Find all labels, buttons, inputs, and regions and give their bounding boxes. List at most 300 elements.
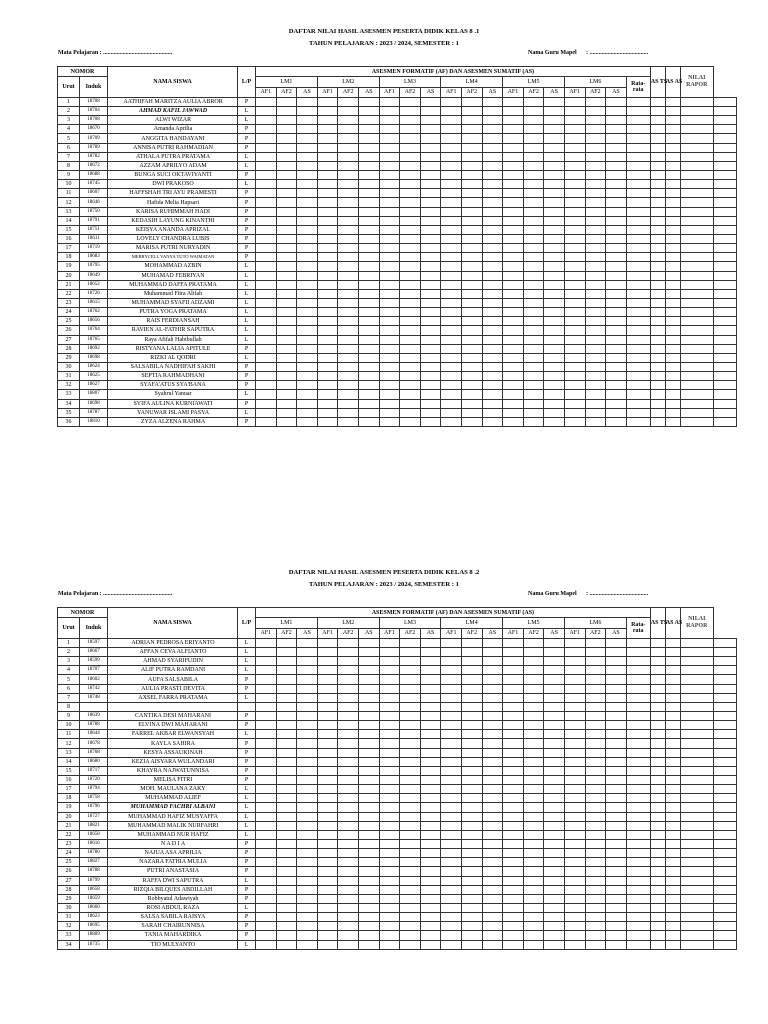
- score-cell[interactable]: [544, 684, 565, 693]
- score-cell[interactable]: [650, 116, 665, 125]
- score-cell[interactable]: [713, 903, 736, 912]
- score-cell[interactable]: [256, 235, 277, 244]
- score-cell[interactable]: [564, 648, 585, 657]
- score-cell[interactable]: [626, 849, 650, 858]
- score-cell[interactable]: [680, 125, 713, 134]
- score-cell[interactable]: [400, 940, 421, 949]
- score-cell[interactable]: [461, 830, 482, 839]
- score-cell[interactable]: [256, 225, 277, 234]
- score-cell[interactable]: [441, 903, 462, 912]
- score-cell[interactable]: [441, 794, 462, 803]
- score-cell[interactable]: [606, 849, 627, 858]
- score-cell[interactable]: [461, 116, 482, 125]
- score-cell[interactable]: [256, 776, 277, 785]
- score-cell[interactable]: [420, 766, 441, 775]
- score-cell[interactable]: [379, 894, 400, 903]
- score-cell[interactable]: [523, 244, 544, 253]
- score-cell[interactable]: [523, 702, 544, 711]
- score-cell[interactable]: [358, 712, 379, 721]
- score-cell[interactable]: [503, 125, 524, 134]
- score-cell[interactable]: [626, 289, 650, 298]
- score-cell[interactable]: [441, 107, 462, 116]
- score-cell[interactable]: [650, 244, 665, 253]
- score-cell[interactable]: [585, 894, 606, 903]
- score-cell[interactable]: [665, 721, 680, 730]
- score-cell[interactable]: [358, 280, 379, 289]
- score-cell[interactable]: [379, 812, 400, 821]
- score-cell[interactable]: [276, 198, 297, 207]
- score-cell[interactable]: [338, 794, 359, 803]
- score-cell[interactable]: [420, 858, 441, 867]
- score-cell[interactable]: [297, 335, 318, 344]
- score-cell[interactable]: [650, 675, 665, 684]
- score-cell[interactable]: [297, 362, 318, 371]
- score-cell[interactable]: [358, 353, 379, 362]
- score-cell[interactable]: [503, 308, 524, 317]
- score-cell[interactable]: [523, 207, 544, 216]
- score-cell[interactable]: [680, 757, 713, 766]
- score-cell[interactable]: [358, 262, 379, 271]
- score-cell[interactable]: [650, 253, 665, 262]
- score-cell[interactable]: [461, 326, 482, 335]
- score-cell[interactable]: [680, 381, 713, 390]
- score-cell[interactable]: [276, 684, 297, 693]
- score-cell[interactable]: [379, 408, 400, 417]
- score-cell[interactable]: [523, 757, 544, 766]
- score-cell[interactable]: [276, 97, 297, 106]
- score-cell[interactable]: [441, 308, 462, 317]
- score-cell[interactable]: [482, 271, 503, 280]
- score-cell[interactable]: [544, 885, 565, 894]
- score-cell[interactable]: [358, 198, 379, 207]
- score-cell[interactable]: [276, 876, 297, 885]
- score-cell[interactable]: [665, 931, 680, 940]
- score-cell[interactable]: [680, 225, 713, 234]
- score-cell[interactable]: [358, 748, 379, 757]
- score-cell[interactable]: [400, 638, 421, 647]
- score-cell[interactable]: [256, 353, 277, 362]
- score-cell[interactable]: [713, 839, 736, 848]
- score-cell[interactable]: [680, 107, 713, 116]
- score-cell[interactable]: [680, 849, 713, 858]
- score-cell[interactable]: [650, 97, 665, 106]
- score-cell[interactable]: [564, 675, 585, 684]
- score-cell[interactable]: [461, 225, 482, 234]
- score-cell[interactable]: [400, 803, 421, 812]
- score-cell[interactable]: [626, 858, 650, 867]
- score-cell[interactable]: [650, 198, 665, 207]
- score-cell[interactable]: [606, 116, 627, 125]
- score-cell[interactable]: [606, 712, 627, 721]
- score-cell[interactable]: [665, 867, 680, 876]
- score-cell[interactable]: [276, 289, 297, 298]
- score-cell[interactable]: [626, 152, 650, 161]
- score-cell[interactable]: [400, 125, 421, 134]
- score-cell[interactable]: [276, 702, 297, 711]
- score-cell[interactable]: [626, 262, 650, 271]
- score-cell[interactable]: [256, 116, 277, 125]
- score-cell[interactable]: [564, 712, 585, 721]
- score-cell[interactable]: [297, 216, 318, 225]
- score-cell[interactable]: [441, 390, 462, 399]
- score-cell[interactable]: [564, 776, 585, 785]
- score-cell[interactable]: [665, 97, 680, 106]
- score-cell[interactable]: [650, 399, 665, 408]
- score-cell[interactable]: [420, 326, 441, 335]
- score-cell[interactable]: [379, 766, 400, 775]
- score-cell[interactable]: [665, 381, 680, 390]
- score-cell[interactable]: [503, 326, 524, 335]
- score-cell[interactable]: [626, 372, 650, 381]
- score-cell[interactable]: [276, 353, 297, 362]
- score-cell[interactable]: [544, 785, 565, 794]
- score-cell[interactable]: [297, 317, 318, 326]
- score-cell[interactable]: [665, 885, 680, 894]
- score-cell[interactable]: [564, 390, 585, 399]
- score-cell[interactable]: [544, 271, 565, 280]
- score-cell[interactable]: [680, 298, 713, 307]
- score-cell[interactable]: [420, 189, 441, 198]
- score-cell[interactable]: [606, 858, 627, 867]
- score-cell[interactable]: [461, 766, 482, 775]
- score-cell[interactable]: [523, 134, 544, 143]
- score-cell[interactable]: [606, 657, 627, 666]
- score-cell[interactable]: [338, 913, 359, 922]
- score-cell[interactable]: [544, 776, 565, 785]
- score-cell[interactable]: [297, 152, 318, 161]
- score-cell[interactable]: [256, 922, 277, 931]
- score-cell[interactable]: [317, 216, 338, 225]
- score-cell[interactable]: [256, 721, 277, 730]
- score-cell[interactable]: [276, 362, 297, 371]
- score-cell[interactable]: [441, 922, 462, 931]
- score-cell[interactable]: [503, 867, 524, 876]
- score-cell[interactable]: [317, 739, 338, 748]
- score-cell[interactable]: [713, 794, 736, 803]
- score-cell[interactable]: [626, 812, 650, 821]
- score-cell[interactable]: [317, 913, 338, 922]
- score-cell[interactable]: [461, 417, 482, 426]
- score-cell[interactable]: [338, 235, 359, 244]
- score-cell[interactable]: [523, 849, 544, 858]
- score-cell[interactable]: [358, 903, 379, 912]
- score-cell[interactable]: [379, 116, 400, 125]
- score-cell[interactable]: [585, 207, 606, 216]
- score-cell[interactable]: [665, 803, 680, 812]
- score-cell[interactable]: [665, 940, 680, 949]
- score-cell[interactable]: [626, 161, 650, 170]
- score-cell[interactable]: [276, 931, 297, 940]
- score-cell[interactable]: [276, 271, 297, 280]
- score-cell[interactable]: [420, 107, 441, 116]
- score-cell[interactable]: [585, 134, 606, 143]
- score-cell[interactable]: [400, 280, 421, 289]
- score-cell[interactable]: [626, 721, 650, 730]
- score-cell[interactable]: [338, 271, 359, 280]
- score-cell[interactable]: [482, 803, 503, 812]
- score-cell[interactable]: [665, 317, 680, 326]
- score-cell[interactable]: [523, 648, 544, 657]
- score-cell[interactable]: [650, 693, 665, 702]
- score-cell[interactable]: [297, 262, 318, 271]
- score-cell[interactable]: [317, 812, 338, 821]
- score-cell[interactable]: [544, 289, 565, 298]
- score-cell[interactable]: [420, 830, 441, 839]
- score-cell[interactable]: [400, 675, 421, 684]
- score-cell[interactable]: [297, 116, 318, 125]
- score-cell[interactable]: [400, 830, 421, 839]
- score-cell[interactable]: [585, 107, 606, 116]
- score-cell[interactable]: [665, 876, 680, 885]
- score-cell[interactable]: [585, 913, 606, 922]
- score-cell[interactable]: [626, 244, 650, 253]
- score-cell[interactable]: [358, 702, 379, 711]
- score-cell[interactable]: [420, 666, 441, 675]
- score-cell[interactable]: [276, 712, 297, 721]
- score-cell[interactable]: [338, 876, 359, 885]
- score-cell[interactable]: [358, 335, 379, 344]
- score-cell[interactable]: [461, 362, 482, 371]
- score-cell[interactable]: [564, 785, 585, 794]
- score-cell[interactable]: [680, 271, 713, 280]
- score-cell[interactable]: [379, 317, 400, 326]
- score-cell[interactable]: [585, 271, 606, 280]
- score-cell[interactable]: [680, 207, 713, 216]
- score-cell[interactable]: [564, 372, 585, 381]
- score-cell[interactable]: [297, 748, 318, 757]
- score-cell[interactable]: [317, 134, 338, 143]
- score-cell[interactable]: [317, 280, 338, 289]
- score-cell[interactable]: [585, 849, 606, 858]
- score-cell[interactable]: [358, 684, 379, 693]
- score-cell[interactable]: [680, 839, 713, 848]
- score-cell[interactable]: [650, 712, 665, 721]
- score-cell[interactable]: [650, 417, 665, 426]
- score-cell[interactable]: [606, 638, 627, 647]
- score-cell[interactable]: [503, 876, 524, 885]
- score-cell[interactable]: [482, 675, 503, 684]
- score-cell[interactable]: [400, 757, 421, 766]
- score-cell[interactable]: [665, 748, 680, 757]
- score-cell[interactable]: [606, 253, 627, 262]
- score-cell[interactable]: [564, 903, 585, 912]
- score-cell[interactable]: [544, 372, 565, 381]
- score-cell[interactable]: [585, 885, 606, 894]
- score-cell[interactable]: [379, 235, 400, 244]
- score-cell[interactable]: [665, 152, 680, 161]
- score-cell[interactable]: [713, 125, 736, 134]
- score-cell[interactable]: [665, 235, 680, 244]
- score-cell[interactable]: [400, 399, 421, 408]
- score-cell[interactable]: [713, 399, 736, 408]
- score-cell[interactable]: [713, 417, 736, 426]
- score-cell[interactable]: [276, 262, 297, 271]
- score-cell[interactable]: [680, 922, 713, 931]
- score-cell[interactable]: [379, 280, 400, 289]
- score-cell[interactable]: [523, 867, 544, 876]
- score-cell[interactable]: [680, 235, 713, 244]
- score-cell[interactable]: [297, 739, 318, 748]
- score-cell[interactable]: [680, 143, 713, 152]
- score-cell[interactable]: [564, 885, 585, 894]
- score-cell[interactable]: [256, 399, 277, 408]
- score-cell[interactable]: [523, 858, 544, 867]
- score-cell[interactable]: [358, 657, 379, 666]
- score-cell[interactable]: [297, 417, 318, 426]
- score-cell[interactable]: [379, 244, 400, 253]
- score-cell[interactable]: [420, 225, 441, 234]
- score-cell[interactable]: [585, 408, 606, 417]
- score-cell[interactable]: [665, 143, 680, 152]
- score-cell[interactable]: [358, 830, 379, 839]
- score-cell[interactable]: [256, 244, 277, 253]
- score-cell[interactable]: [400, 748, 421, 757]
- score-cell[interactable]: [523, 372, 544, 381]
- score-cell[interactable]: [713, 244, 736, 253]
- score-cell[interactable]: [441, 876, 462, 885]
- score-cell[interactable]: [585, 353, 606, 362]
- score-cell[interactable]: [503, 913, 524, 922]
- score-cell[interactable]: [420, 940, 441, 949]
- score-cell[interactable]: [276, 125, 297, 134]
- score-cell[interactable]: [420, 648, 441, 657]
- score-cell[interactable]: [338, 344, 359, 353]
- score-cell[interactable]: [680, 180, 713, 189]
- score-cell[interactable]: [297, 253, 318, 262]
- score-cell[interactable]: [256, 280, 277, 289]
- score-cell[interactable]: [441, 776, 462, 785]
- score-cell[interactable]: [523, 748, 544, 757]
- score-cell[interactable]: [400, 152, 421, 161]
- score-cell[interactable]: [317, 940, 338, 949]
- score-cell[interactable]: [585, 794, 606, 803]
- score-cell[interactable]: [650, 235, 665, 244]
- score-cell[interactable]: [420, 289, 441, 298]
- score-cell[interactable]: [544, 913, 565, 922]
- score-cell[interactable]: [503, 849, 524, 858]
- score-cell[interactable]: [523, 785, 544, 794]
- score-cell[interactable]: [297, 189, 318, 198]
- score-cell[interactable]: [317, 648, 338, 657]
- score-cell[interactable]: [379, 849, 400, 858]
- score-cell[interactable]: [276, 721, 297, 730]
- score-cell[interactable]: [482, 766, 503, 775]
- score-cell[interactable]: [665, 253, 680, 262]
- score-cell[interactable]: [400, 739, 421, 748]
- score-cell[interactable]: [276, 308, 297, 317]
- score-cell[interactable]: [358, 317, 379, 326]
- score-cell[interactable]: [420, 253, 441, 262]
- score-cell[interactable]: [544, 821, 565, 830]
- score-cell[interactable]: [256, 657, 277, 666]
- score-cell[interactable]: [461, 776, 482, 785]
- score-cell[interactable]: [420, 693, 441, 702]
- score-cell[interactable]: [482, 253, 503, 262]
- score-cell[interactable]: [317, 253, 338, 262]
- score-cell[interactable]: [503, 161, 524, 170]
- score-cell[interactable]: [276, 152, 297, 161]
- score-cell[interactable]: [420, 675, 441, 684]
- score-cell[interactable]: [503, 721, 524, 730]
- score-cell[interactable]: [297, 849, 318, 858]
- score-cell[interactable]: [626, 125, 650, 134]
- score-cell[interactable]: [606, 134, 627, 143]
- score-cell[interactable]: [564, 262, 585, 271]
- score-cell[interactable]: [297, 794, 318, 803]
- score-cell[interactable]: [503, 362, 524, 371]
- score-cell[interactable]: [256, 134, 277, 143]
- score-cell[interactable]: [338, 766, 359, 775]
- score-cell[interactable]: [713, 253, 736, 262]
- score-cell[interactable]: [379, 134, 400, 143]
- score-cell[interactable]: [400, 839, 421, 848]
- score-cell[interactable]: [713, 922, 736, 931]
- score-cell[interactable]: [650, 648, 665, 657]
- score-cell[interactable]: [400, 344, 421, 353]
- score-cell[interactable]: [626, 390, 650, 399]
- score-cell[interactable]: [317, 171, 338, 180]
- score-cell[interactable]: [482, 344, 503, 353]
- score-cell[interactable]: [420, 116, 441, 125]
- score-cell[interactable]: [626, 684, 650, 693]
- score-cell[interactable]: [713, 776, 736, 785]
- score-cell[interactable]: [523, 885, 544, 894]
- score-cell[interactable]: [503, 748, 524, 757]
- score-cell[interactable]: [297, 308, 318, 317]
- score-cell[interactable]: [606, 216, 627, 225]
- score-cell[interactable]: [564, 876, 585, 885]
- score-cell[interactable]: [650, 344, 665, 353]
- score-cell[interactable]: [650, 289, 665, 298]
- score-cell[interactable]: [564, 298, 585, 307]
- score-cell[interactable]: [297, 235, 318, 244]
- score-cell[interactable]: [338, 721, 359, 730]
- score-cell[interactable]: [482, 940, 503, 949]
- score-cell[interactable]: [482, 390, 503, 399]
- score-cell[interactable]: [441, 821, 462, 830]
- score-cell[interactable]: [338, 638, 359, 647]
- score-cell[interactable]: [441, 757, 462, 766]
- score-cell[interactable]: [379, 381, 400, 390]
- score-cell[interactable]: [441, 684, 462, 693]
- score-cell[interactable]: [400, 161, 421, 170]
- score-cell[interactable]: [650, 776, 665, 785]
- score-cell[interactable]: [317, 381, 338, 390]
- score-cell[interactable]: [713, 666, 736, 675]
- score-cell[interactable]: [713, 289, 736, 298]
- score-cell[interactable]: [338, 216, 359, 225]
- score-cell[interactable]: [585, 189, 606, 198]
- score-cell[interactable]: [338, 702, 359, 711]
- score-cell[interactable]: [276, 748, 297, 757]
- score-cell[interactable]: [338, 885, 359, 894]
- score-cell[interactable]: [461, 171, 482, 180]
- score-cell[interactable]: [441, 830, 462, 839]
- score-cell[interactable]: [564, 280, 585, 289]
- score-cell[interactable]: [276, 390, 297, 399]
- score-cell[interactable]: [544, 198, 565, 207]
- score-cell[interactable]: [297, 730, 318, 739]
- score-cell[interactable]: [379, 417, 400, 426]
- score-cell[interactable]: [665, 225, 680, 234]
- score-cell[interactable]: [338, 207, 359, 216]
- score-cell[interactable]: [713, 730, 736, 739]
- score-cell[interactable]: [665, 702, 680, 711]
- score-cell[interactable]: [665, 125, 680, 134]
- score-cell[interactable]: [338, 894, 359, 903]
- score-cell[interactable]: [564, 171, 585, 180]
- score-cell[interactable]: [461, 812, 482, 821]
